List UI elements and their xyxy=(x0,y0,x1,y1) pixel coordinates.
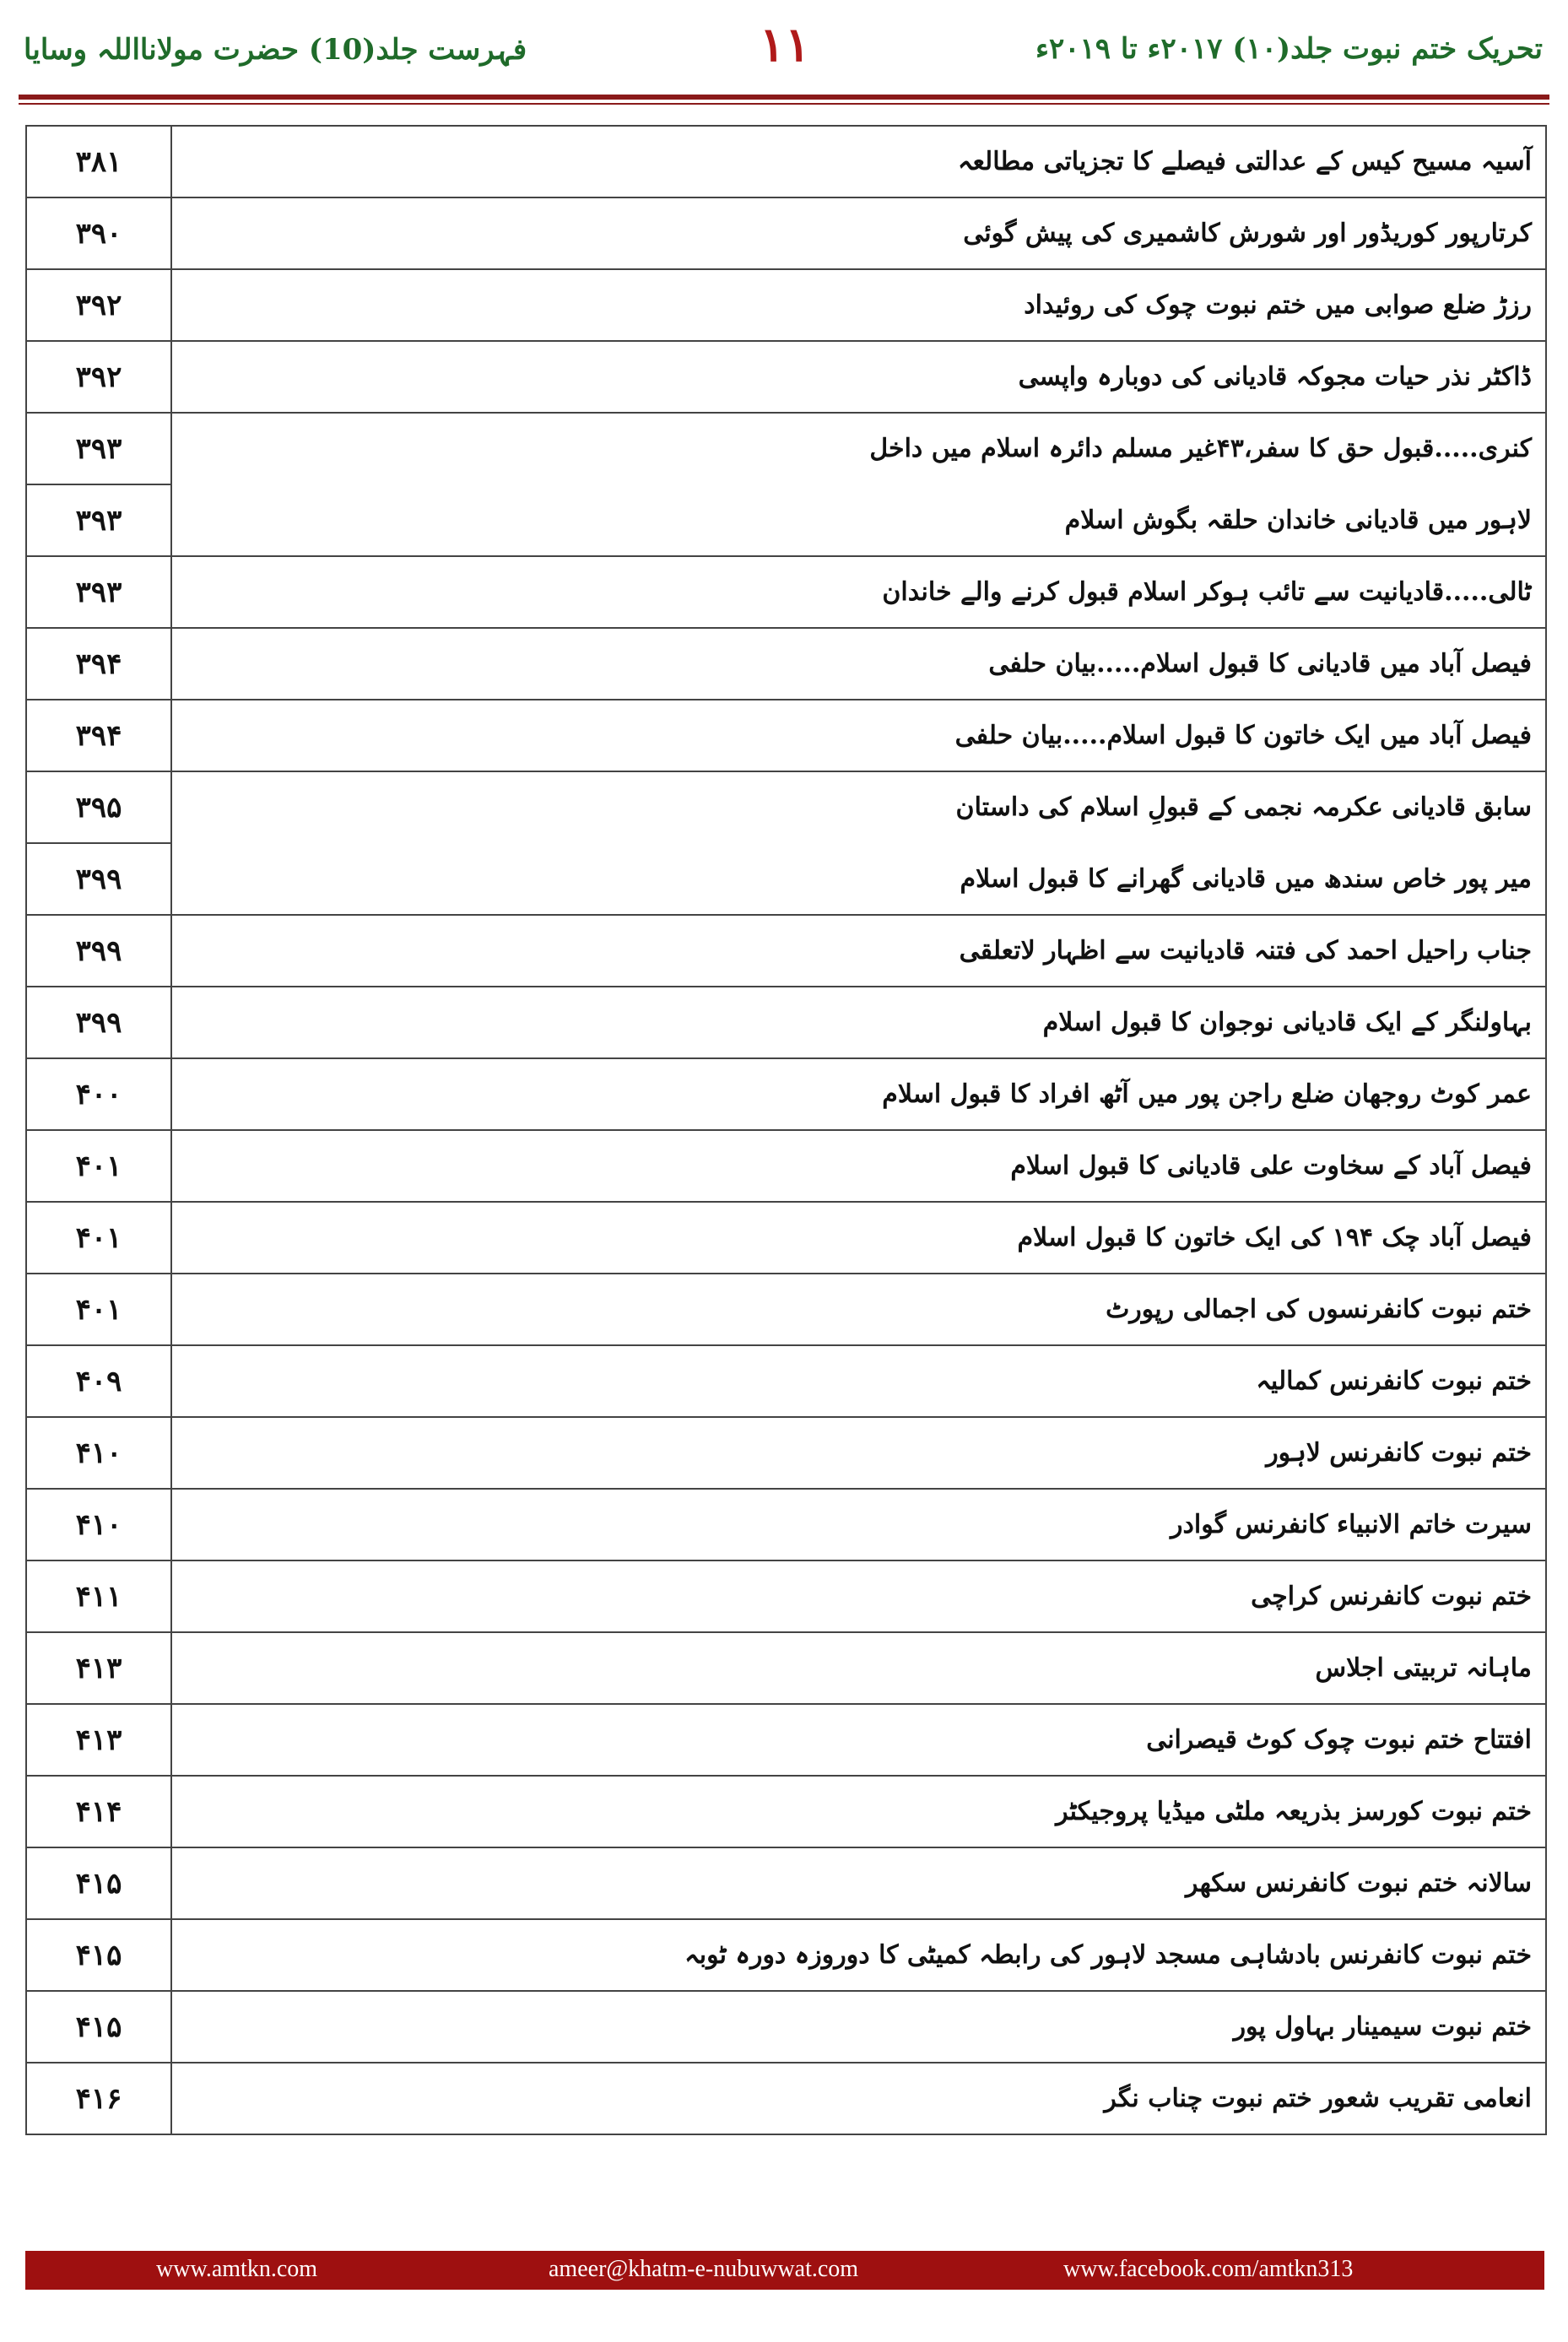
toc-page-number: ۴۰۱ xyxy=(26,1130,171,1202)
toc-row xyxy=(26,1632,1546,1704)
toc-row xyxy=(26,843,1546,915)
toc-page-number: ۳۹۹ xyxy=(26,987,171,1058)
toc-row xyxy=(26,126,1546,197)
toc-row xyxy=(26,197,1546,269)
toc-entry-title: ختم نبوت کانفرنس کراچی xyxy=(171,1560,1546,1632)
toc-row xyxy=(26,556,1546,628)
toc-page-number: ۳۹۲ xyxy=(26,269,171,341)
toc-entry-title: ماہانہ تربیتی اجلاس xyxy=(171,1632,1546,1704)
toc-entry-title: لاہور میں قادیانی خاندان حلقہ بگوش اسلام xyxy=(171,484,1546,556)
toc-page-number: ۳۹۲ xyxy=(26,341,171,413)
toc-row xyxy=(26,1991,1546,2063)
toc-entry-title: انعامی تقریب شعور ختم نبوت چناب نگر xyxy=(171,2063,1546,2134)
toc-entry-title: افتتاح ختم نبوت چوک کوٹ قیصرانی xyxy=(171,1704,1546,1776)
toc-entry-title: بہاولنگر کے ایک قادیانی نوجوان کا قبول اسلام xyxy=(171,987,1546,1058)
toc-entry-title: آسیہ مسیح کیس کے عدالتی فیصلے کا تجزیاتی مطالعہ xyxy=(171,126,1546,197)
footer-email-link[interactable]: ameer@khatm-e-nubuwwat.com xyxy=(549,2256,859,2282)
toc-page-number: ۴۱۶ xyxy=(26,2063,171,2134)
toc-row xyxy=(26,1776,1546,1847)
toc-row xyxy=(26,915,1546,987)
toc-page-number: ۴۰۹ xyxy=(26,1345,171,1417)
toc-page-number: ۴۱۵ xyxy=(26,1919,171,1991)
toc-page-number: ۳۹۴ xyxy=(26,628,171,700)
toc-page-number: ۴۰۱ xyxy=(26,1202,171,1274)
header-book-title: تحریک ختم نبوت جلد(۱۰) ۲۰۱۷ء تا ۲۰۱۹ء xyxy=(1035,32,1543,66)
toc-entry-title: ختم نبوت کانفرنس بادشاہی مسجد لاہور کی رابطہ کمیٹی کا دوروزہ دورہ ٹوبہ xyxy=(171,1919,1546,1991)
toc-row xyxy=(26,1919,1546,1991)
toc-page-number: ۴۱۳ xyxy=(26,1704,171,1776)
toc-page-number: ۳۸۱ xyxy=(26,126,171,197)
toc-page-number: ۴۱۰ xyxy=(26,1489,171,1560)
toc-entry-title: جناب راحیل احمد کی فتنہ قادیانیت سے اظہار لاتعلقی xyxy=(171,915,1546,987)
header-volume-author: فہرست جلد(10) حضرت مولانااللہ وسایا xyxy=(24,33,527,67)
toc-page-number: ۴۱۳ xyxy=(26,1632,171,1704)
toc-entry-title: سالانہ ختم نبوت کانفرنس سکھر xyxy=(171,1847,1546,1919)
toc-page-number: ۳۹۰ xyxy=(26,197,171,269)
toc-entry-title: ختم نبوت سیمینار بہاول پور xyxy=(171,1991,1546,2063)
toc-page-number: ۴۱۵ xyxy=(26,1847,171,1919)
toc-row xyxy=(26,1417,1546,1489)
toc-page-number: ۴۱۴ xyxy=(26,1776,171,1847)
toc-page-number: ۴۰۱ xyxy=(26,1274,171,1345)
toc-row xyxy=(26,1058,1546,1130)
toc-entry-title: ختم نبوت کانفرنس کمالیہ xyxy=(171,1345,1546,1417)
toc-page-number: ۳۹۵ xyxy=(26,771,171,843)
header-rule-thick xyxy=(19,95,1549,100)
toc-page-number: ۴۰۰ xyxy=(26,1058,171,1130)
toc-page-number: ۳۹۳ xyxy=(26,413,171,484)
footer-facebook-link[interactable]: www.facebook.com/amtkn313 xyxy=(1063,2256,1354,2282)
toc-row xyxy=(26,484,1546,556)
header-rule-thin xyxy=(19,103,1549,105)
toc-row xyxy=(26,1847,1546,1919)
toc-page-number: ۴۱۰ xyxy=(26,1417,171,1489)
toc-row xyxy=(26,1560,1546,1632)
footer-website-link[interactable]: www.amtkn.com xyxy=(156,2256,318,2282)
toc-page-number: ۳۹۳ xyxy=(26,556,171,628)
page-number: ۱۱ xyxy=(759,17,811,73)
toc-entry-title: فیصل آباد میں ایک خاتون کا قبول اسلام.....بیان حلفی xyxy=(171,700,1546,771)
toc-entry-title: رزڑ ضلع صوابی میں ختم نبوت چوک کی روئیداد xyxy=(171,269,1546,341)
toc-entry-title: ختم نبوت کورسز بذریعہ ملٹی میڈیا پروجیکٹر xyxy=(171,1776,1546,1847)
toc-entry-title: فیصل آباد چک ۱۹۴ کی ایک خاتون کا قبول اسلام xyxy=(171,1202,1546,1274)
page-footer xyxy=(25,2251,1544,2290)
toc-entry-title: سیرت خاتم الانبیاء کانفرنس گوادر xyxy=(171,1489,1546,1560)
toc-row xyxy=(26,1274,1546,1345)
toc-row xyxy=(26,1345,1546,1417)
toc-entry-title: فیصل آباد کے سخاوت علی قادیانی کا قبول اسلام xyxy=(171,1130,1546,1202)
toc-entry-title: ڈاکٹر نذر حیات مجوکہ قادیانی کی دوبارہ واپسی xyxy=(171,341,1546,413)
toc-entry-title: عمر کوٹ روجھان ضلع راجن پور میں آٹھ افراد کا قبول اسلام xyxy=(171,1058,1546,1130)
toc-entry-title: سابق قادیانی عکرمہ نجمی کے قبولِ اسلام کی داستان xyxy=(171,771,1546,843)
toc-entry-title: میر پور خاص سندھ میں قادیانی گھرانے کا قبول اسلام xyxy=(171,843,1546,915)
toc-row xyxy=(26,269,1546,341)
toc-entry-title: ٹالی.....قادیانیت سے تائب ہوکر اسلام قبول کرنے والے خاندان xyxy=(171,556,1546,628)
toc-entry-title: فیصل آباد میں قادیانی کا قبول اسلام.....بیان حلفی xyxy=(171,628,1546,700)
toc-entry-title: کرتارپور کوریڈور اور شورش کاشمیری کی پیش گوئی xyxy=(171,197,1546,269)
toc-row xyxy=(26,1704,1546,1776)
toc-page-number: ۴۱۱ xyxy=(26,1560,171,1632)
toc-row xyxy=(26,413,1546,484)
toc-row xyxy=(26,700,1546,771)
toc-entry-title: ختم نبوت کانفرنس لاہور xyxy=(171,1417,1546,1489)
toc-row xyxy=(26,1130,1546,1202)
toc-row xyxy=(26,1489,1546,1560)
page-header xyxy=(0,0,1568,110)
toc-row xyxy=(26,1202,1546,1274)
toc-entry-title: کنری.....قبول حق کا سفر،۴۳غیر مسلم دائرہ اسلام میں داخل xyxy=(171,413,1546,484)
toc-page-number: ۳۹۹ xyxy=(26,915,171,987)
toc-entry-title: ختم نبوت کانفرنسوں کی اجمالی رپورٹ xyxy=(171,1274,1546,1345)
toc-page-number: ۳۹۳ xyxy=(26,484,171,556)
toc-row xyxy=(26,771,1546,843)
table-of-contents xyxy=(25,125,1547,2135)
toc-page-number: ۳۹۹ xyxy=(26,843,171,915)
toc-row xyxy=(26,987,1546,1058)
toc-page-number: ۴۱۵ xyxy=(26,1991,171,2063)
toc-page-number: ۳۹۴ xyxy=(26,700,171,771)
toc-row xyxy=(26,2063,1546,2134)
toc-row xyxy=(26,341,1546,413)
toc-row xyxy=(26,628,1546,700)
